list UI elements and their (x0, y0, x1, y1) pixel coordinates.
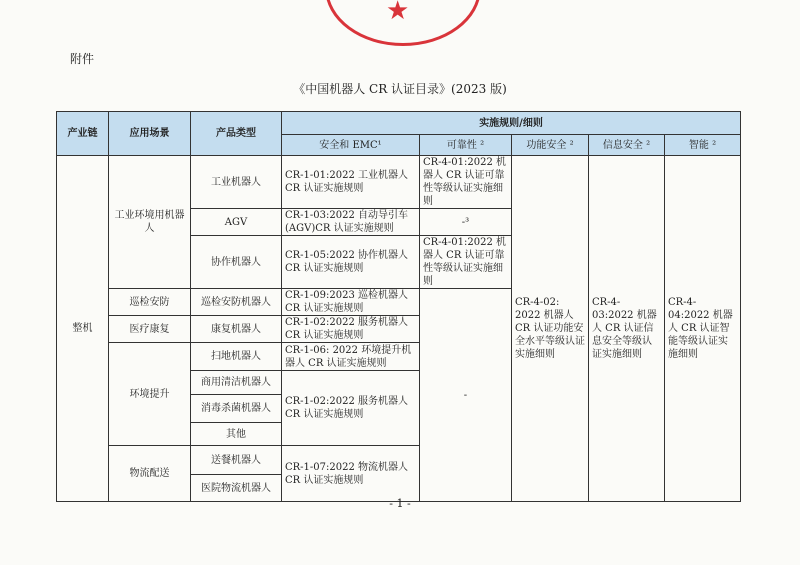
seal-star-icon: ★ (386, 0, 410, 26)
header-intelligent: 智能 ² (665, 135, 741, 156)
header-chain: 产业链 (57, 112, 109, 156)
chain-cell: 整机 (57, 156, 109, 502)
product-sweeping: 扫地机器人 (191, 343, 282, 371)
document-title: 《中国机器人 CR 认证目录》(2023 版) (293, 82, 507, 96)
product-agv: AGV (191, 209, 282, 236)
reliability-rule-2: -³ (420, 209, 512, 236)
reliability-rule-3: CR-4-01:2022 机器人 CR 认证可靠性等级认证实施细则 (420, 236, 512, 289)
product-rehab: 康复机器人 (191, 316, 282, 343)
product-collaborative: 协作机器人 (191, 236, 282, 289)
header-reliability: 可靠性 ² (420, 135, 512, 156)
product-other: 其他 (191, 423, 282, 446)
safety-rule-8: CR-1-07:2022 物流机器人 CR 认证实施规则 (282, 446, 420, 502)
intelligent-rule: CR-4-04:2022 机器人 CR 认证智能等级认证实施细则 (665, 156, 741, 502)
safety-rule-2: CR-1-03:2022 自动导引车(AGV)CR 认证实施规则 (282, 209, 420, 236)
header-functional: 功能安全 ² (512, 135, 589, 156)
scenario-environment: 环境提升 (109, 343, 191, 446)
header-rules-group: 实施规则/细则 (282, 112, 741, 135)
safety-rule-3: CR-1-05:2022 协作机器人 CR 认证实施规则 (282, 236, 420, 289)
scenario-inspection: 巡检安防 (109, 289, 191, 316)
product-hospital-logistics: 医院物流机器人 (191, 475, 282, 502)
product-disinfection: 消毒杀菌机器人 (191, 395, 282, 423)
header-scenario: 应用场景 (109, 112, 191, 156)
info-rule: CR-4-03:2022 机器人 CR 认证信息安全等级认证实施细则 (589, 156, 665, 502)
safety-rule-1: CR-1-01:2022 工业机器人 CR 认证实施规则 (282, 156, 420, 209)
product-delivery: 送餐机器人 (191, 446, 282, 475)
product-commercial-cleaning: 商用清洁机器人 (191, 371, 282, 395)
header-safety: 安全和 EMC¹ (282, 135, 420, 156)
safety-rule-7: CR-1-02:2022 服务机器人 CR 认证实施规则 (282, 371, 420, 446)
reliability-rule-1: CR-4-01:2022 机器人 CR 认证可靠性等级认证实施细则 (420, 156, 512, 209)
scenario-medical: 医疗康复 (109, 316, 191, 343)
reliability-rule-rest: - (420, 289, 512, 502)
certification-table (56, 111, 741, 502)
safety-rule-4: CR-1-09:2023 巡检机器人 CR 认证实施规则 (282, 289, 420, 316)
product-inspection: 巡检安防机器人 (191, 289, 282, 316)
attachment-label: 附件 (70, 52, 95, 66)
page-number: - 1 - (389, 497, 411, 510)
header-info: 信息安全 ² (589, 135, 665, 156)
scenario-logistics: 物流配送 (109, 446, 191, 502)
safety-rule-6: CR-1-06: 2022 环境提升机器人 CR 认证实施规则 (282, 343, 420, 371)
scenario-industrial: 工业环境用机器人 (109, 156, 191, 289)
product-industrial-robot: 工业机器人 (191, 156, 282, 209)
functional-rule: CR-4-02: 2022 机器人 CR 认证功能安全水平等级认证实施细则 (512, 156, 589, 502)
safety-rule-5: CR-1-02:2022 服务机器人 CR 认证实施规则 (282, 316, 420, 343)
header-product: 产品类型 (191, 112, 282, 156)
